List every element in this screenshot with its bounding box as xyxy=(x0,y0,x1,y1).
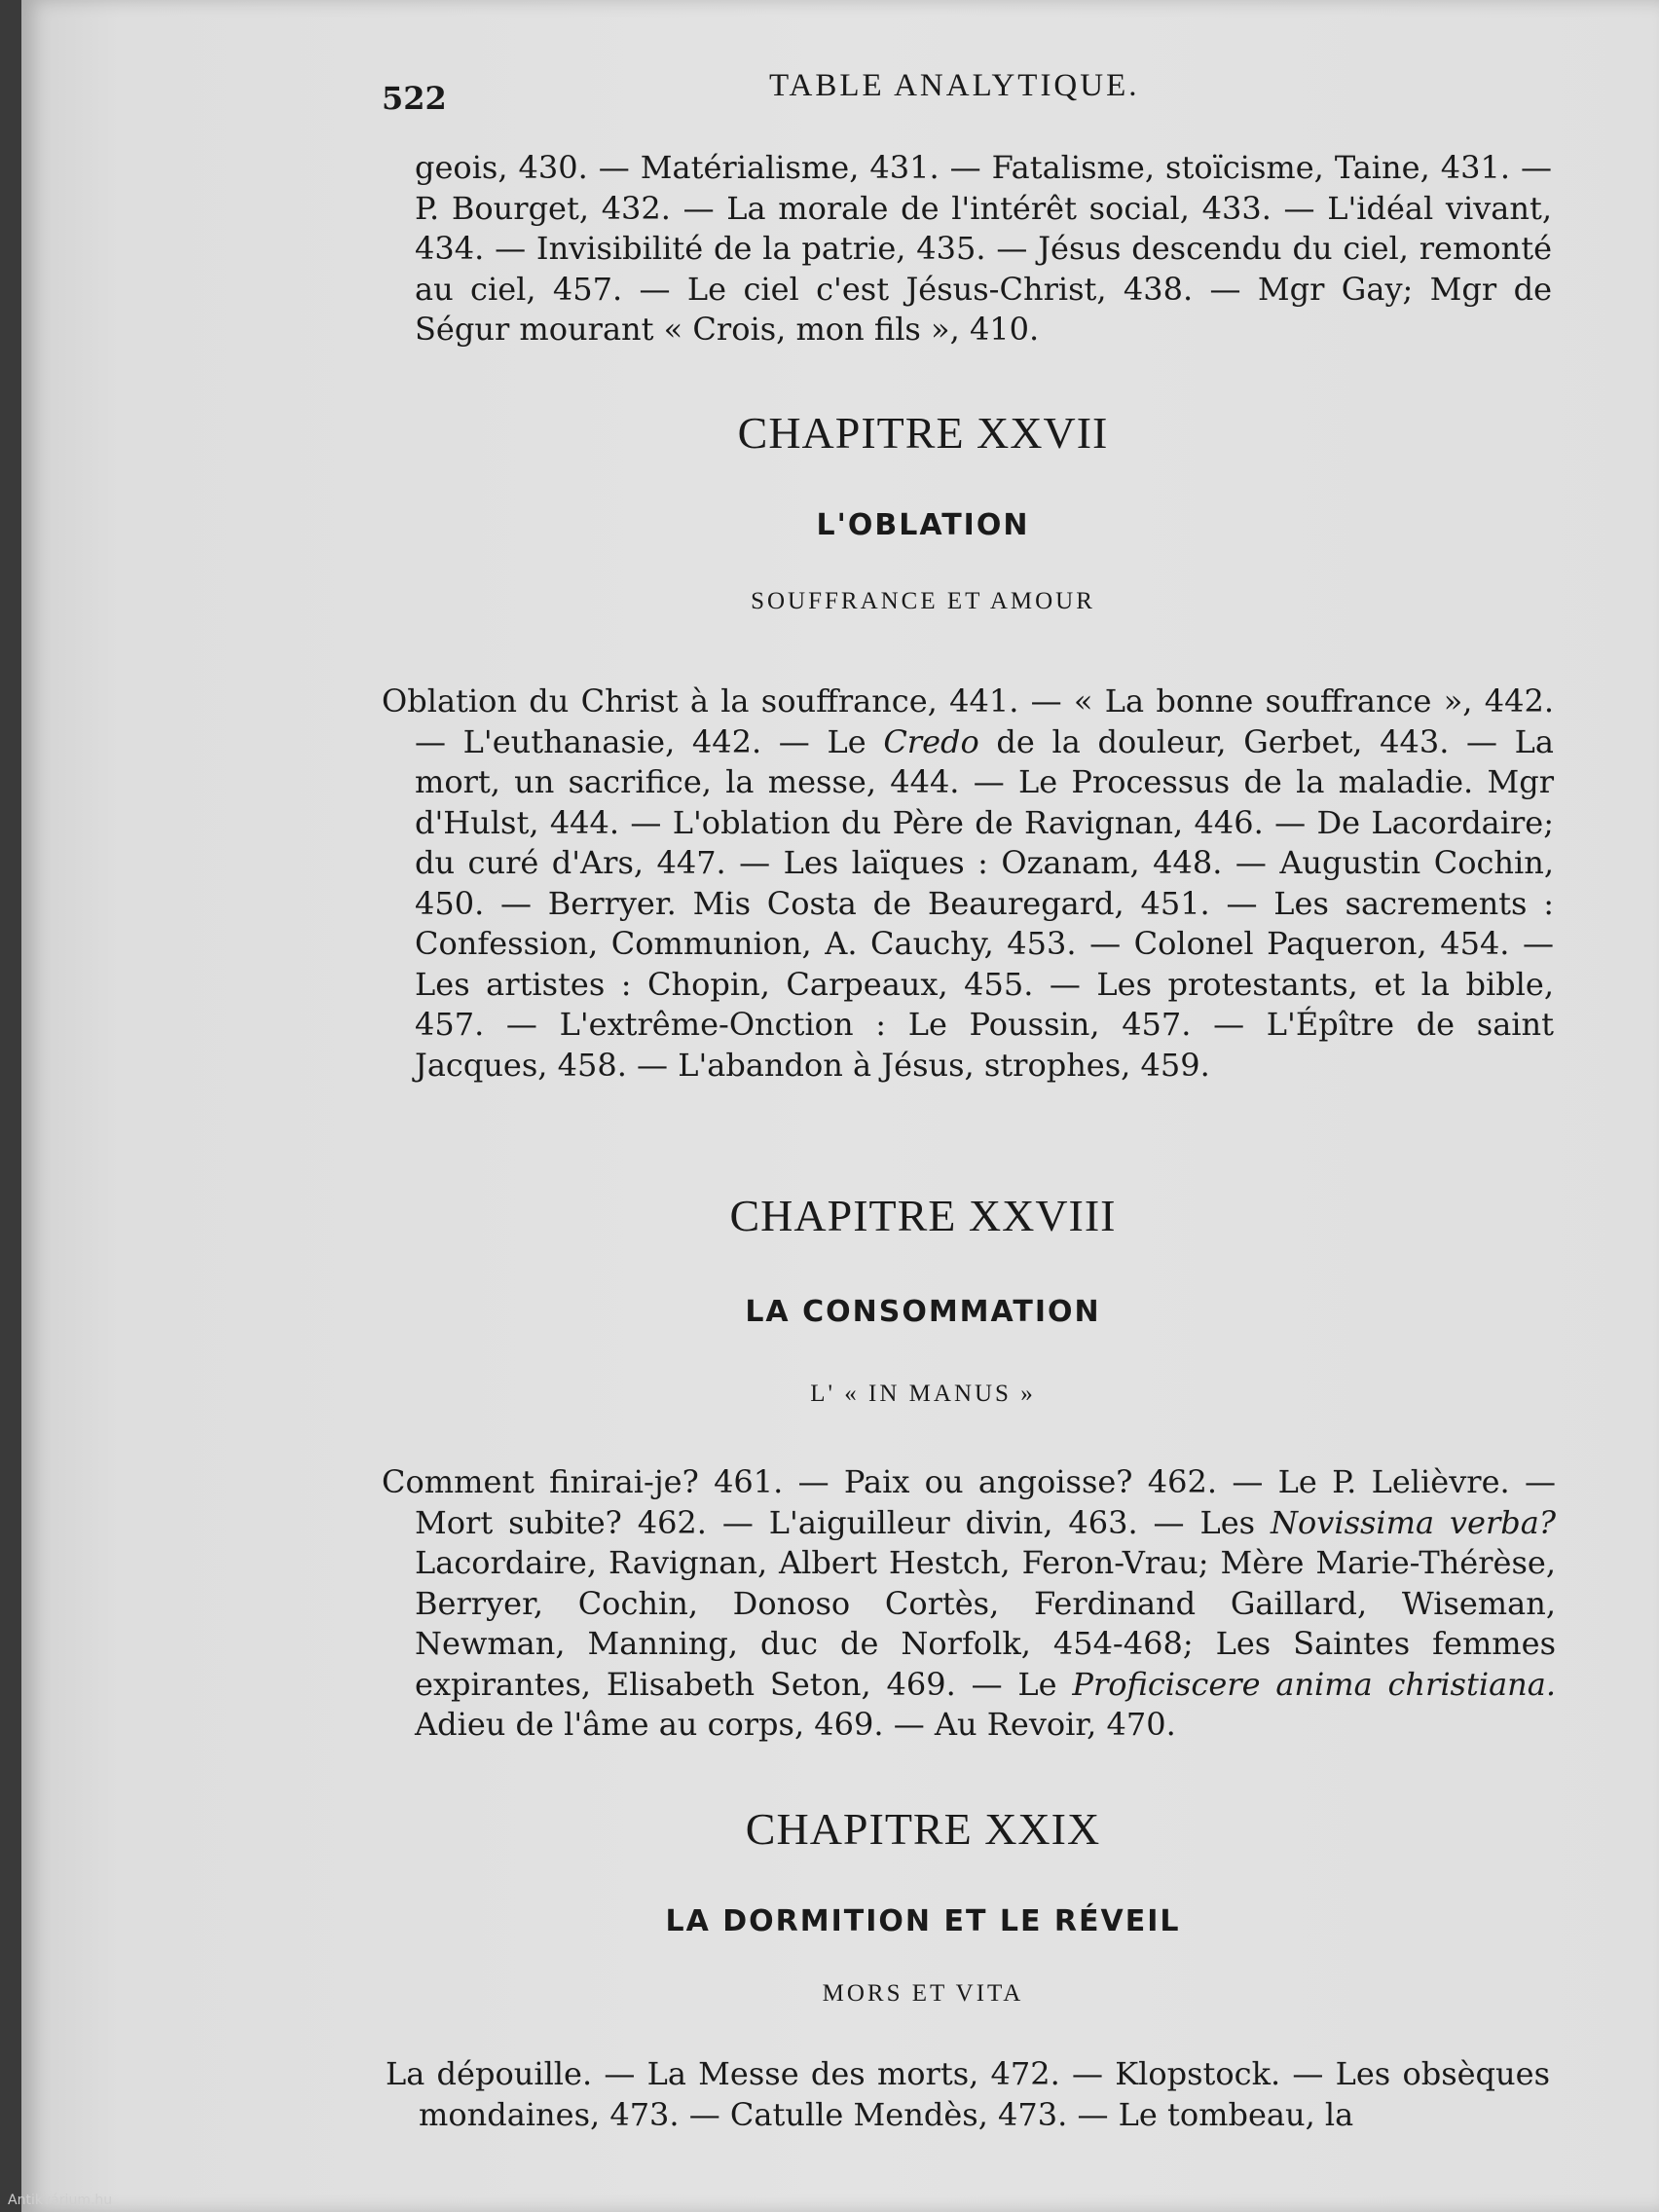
chapter-summary-paragraph xyxy=(386,2054,1550,2135)
page-header xyxy=(21,64,1659,117)
chapter-subtitle: MORS ET VITA xyxy=(822,1980,1024,2007)
summary-text: Oblation du Christ à la souffrance, 441. — « La bonne souffrance », 442. — L'euthanasie, 442. — Le xyxy=(382,682,1554,760)
chapter-title: LA DORMITION ET LE RÉVEIL xyxy=(665,1904,1181,1938)
chapter-subtitle: L' « IN MANUS » xyxy=(810,1381,1036,1407)
page-number: 522 xyxy=(382,80,447,117)
chapter-heading: CHAPITRE XXIX xyxy=(745,1804,1101,1854)
summary-text: Lacordaire, Ravignan, Albert Hestch, Feron-Vrau; Mère Marie-Thérèse, Berryer, Cochin, Donoso Cortès, Ferdinand Gaillard, Wiseman, Newman, Manning, duc de Norfolk, 454-468; Les Saintes femmes expirantes, Elisabeth Seton, 469. — Le xyxy=(415,1544,1556,1703)
chapter-heading: CHAPITRE XXVII xyxy=(737,408,1109,458)
summary-italic-text: Novissima verba? xyxy=(1270,1503,1557,1541)
watermark: Antikvárium.hu xyxy=(8,2193,113,2208)
summary-text: de la douleur, Gerbet, 443. — La mort, un sacrifice, la messe, 444. — Le Processus de la maladie. Mgr d'Hulst, 444. — L'oblation du Père de Ravignan, 446. — De Lacordaire; du curé d'Ars, 447. — Les laïques : Ozanam, 448. — Augustin Cochin, 450. — Berryer. Mis Costa de Beauregard, 451. — Les sacrements : Confession, Communion, A. Cauchy, 453. — Colonel Paqueron, 454. — Les artistes : Chopin, Carpeaux, 455. — Les protestants, et la bible, 457. — L'extrême-Onction : Le Poussin, 457. — L'Épître de saint Jacques, 458. — L'abandon à Jésus, strophes, 459. xyxy=(415,722,1555,1084)
summary-text: Adieu de l'âme au corps, 469. — Au Revoir, 470. xyxy=(415,1706,1176,1743)
intro-paragraph: geois, 430. — Matérialisme, 431. — Fatalisme, stoïcisme, Taine, 431. — P. Bourget, 432. — La morale de l'intérêt social, 433. — L'idéal vivant, 434. — Invisibilité de la patrie, 435. — Jésus descendu du ciel, remonté au ciel, 457. — Le ciel c'est Jésus-Christ, 438. — Mgr Gay; Mgr de Ségur mourant « Crois, mon fils », 410. xyxy=(415,149,1552,348)
summary-text: La dépouille. — La Messe des morts, 472. — Klopstock. — Les obsèques mondaines, 473. — Catulle Mendès, 473. — Le tombeau, la xyxy=(386,2055,1550,2133)
chapter-heading: CHAPITRE XXVIII xyxy=(729,1191,1117,1240)
summary-italic-text: Credo xyxy=(883,722,979,760)
book-page xyxy=(21,0,1659,2212)
chapter-title: LA CONSOMMATION xyxy=(745,1295,1101,1329)
chapter-subtitle: SOUFFRANCE ET AMOUR xyxy=(751,588,1095,614)
chapter-title: L'OBLATION xyxy=(816,508,1030,542)
chapter-summary-paragraph xyxy=(382,1462,1556,1746)
chapter-summary-paragraph xyxy=(382,682,1554,1086)
running-title: TABLE ANALYTIQUE. xyxy=(769,68,1140,103)
summary-text: Comment finirai-je? 461. — Paix ou angoisse? 462. — Le P. Lelièvre. — Mort subite? 462. — L'aiguilleur divin, 463. — Les xyxy=(382,1463,1556,1541)
summary-italic-text: Proficiscere anima christiana. xyxy=(1072,1665,1557,1703)
